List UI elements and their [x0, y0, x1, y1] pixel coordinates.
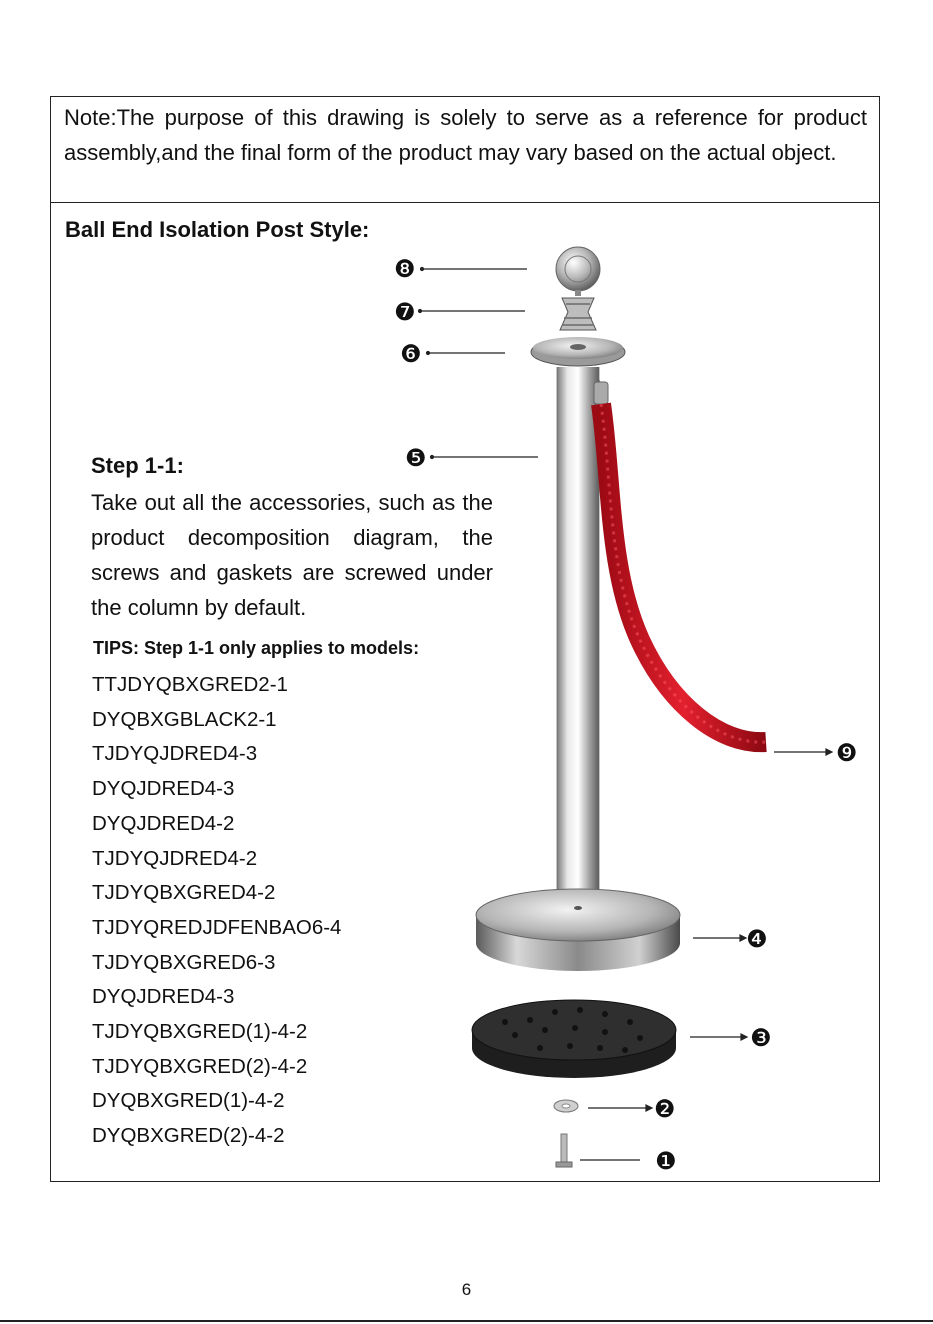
footer-divider	[0, 1320, 933, 1322]
step-body: Take out all the accessories, such as the product decomposition diagram, the screws and gaskets are screwed under the column by default.	[91, 490, 493, 620]
note-paragraph: Note:The purpose of this drawing is solely to serve as a reference for product assembly,and the final form of the product may vary based on the actual object.	[51, 97, 879, 203]
step-title: Step 1-1:	[91, 453, 184, 478]
model-item: TJDYQBXGRED(1)-4-2	[92, 1020, 308, 1044]
callout-3: ❸	[750, 1024, 772, 1052]
model-item: DYQBXGRED(1)-4-2	[92, 1089, 285, 1113]
rope-part	[594, 382, 766, 742]
model-item: TJDYQBXGRED(2)-4-2	[92, 1054, 308, 1078]
collar-part	[560, 298, 596, 330]
column-part	[557, 367, 599, 900]
style-title: Ball End Isolation Post Style:	[65, 217, 370, 242]
tips-heading: TIPS: Step 1-1 only applies to models:	[93, 638, 420, 658]
top-cap-part	[531, 337, 625, 366]
model-item: DYQBXGBLACK2-1	[92, 707, 277, 731]
model-item: TJDYQBXGRED6-3	[92, 950, 276, 974]
page-number: 6	[461, 1280, 472, 1299]
callout-2: ❷	[654, 1095, 676, 1123]
ball-top-part	[556, 247, 600, 296]
model-item: DYQBXGRED(2)-4-2	[92, 1124, 285, 1148]
callout-9: ❾	[836, 739, 858, 767]
callout-7: ❼	[394, 298, 416, 326]
callout-4: ❹	[746, 925, 768, 953]
model-item: TJDYQJDRED4-3	[92, 742, 258, 766]
callout-6: ❻	[400, 340, 422, 368]
callout-5: ❺	[405, 444, 427, 472]
model-item: TJDYQJDRED4-2	[92, 846, 258, 870]
rubber-pad-part	[472, 1000, 676, 1078]
washer-part	[554, 1100, 578, 1112]
model-item: TJDYQBXGRED4-2	[92, 881, 276, 905]
model-item: DYQJDRED4-2	[92, 811, 235, 835]
model-item: TJDYQREDJDFENBAO6-4	[92, 915, 342, 939]
model-item: DYQJDRED4-3	[92, 777, 235, 801]
model-item: TTJDYQBXGRED2-1	[92, 673, 288, 696]
callout-1: ❶	[655, 1147, 677, 1175]
screw-part	[556, 1134, 572, 1167]
steel-base-part	[476, 889, 680, 971]
model-item: DYQJDRED4-3	[92, 985, 235, 1009]
callout-8: ❽	[394, 255, 416, 283]
